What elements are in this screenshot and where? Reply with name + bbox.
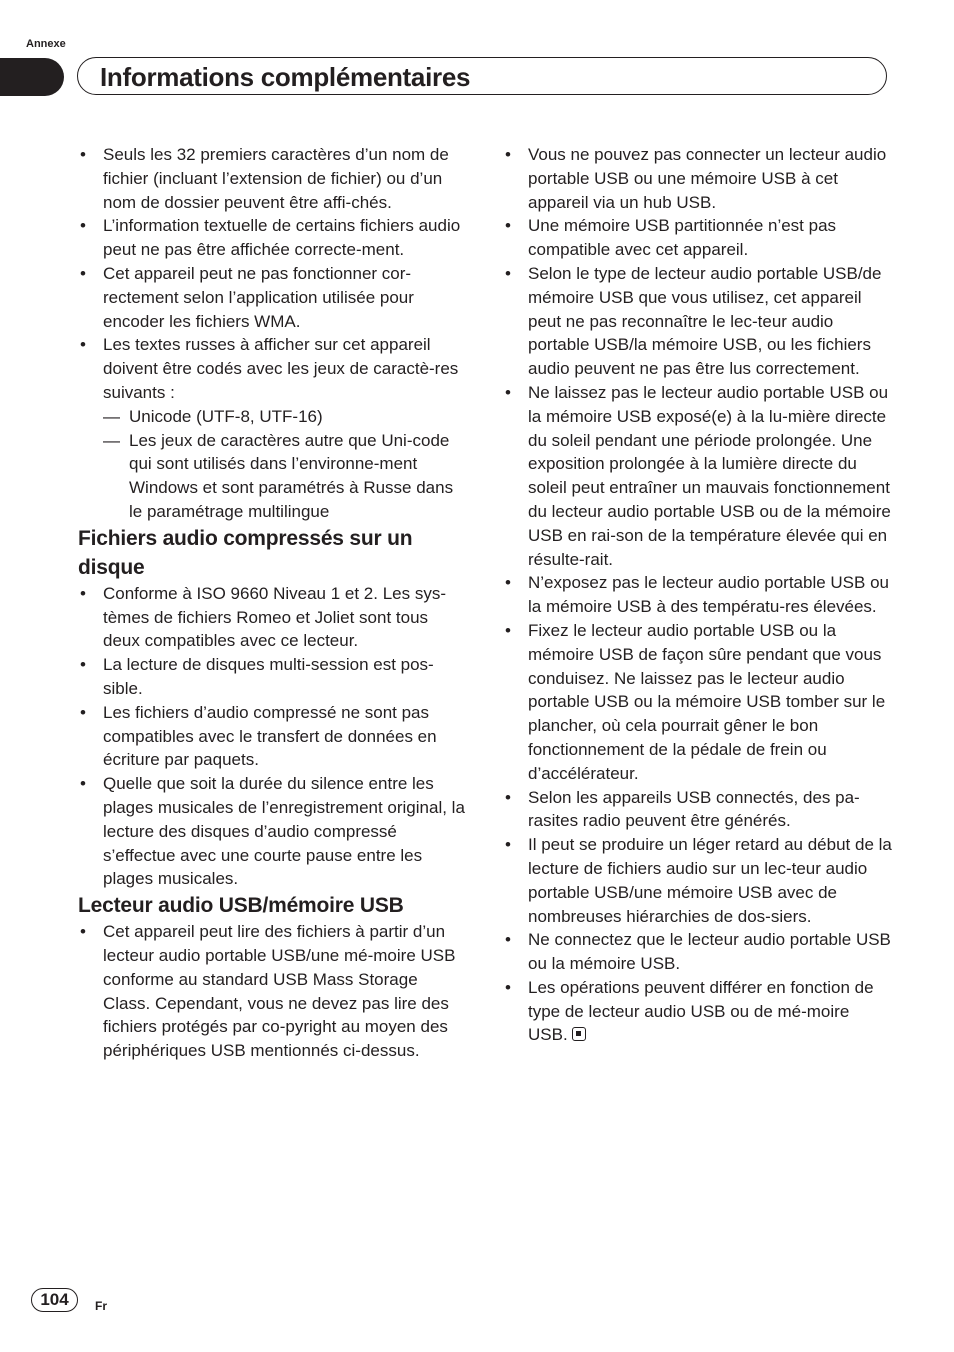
list-item [78,333,468,523]
list-item-text: Les opérations peuvent différer en fonction de type de lecteur audio USB ou de mé-moire USB. [528,977,874,1045]
left-column [78,143,468,1063]
list-item: • Selon les appareils USB connectés, des pa-rasites radio peuvent être générés. [503,786,893,834]
section-heading-compressed: Fichiers audio compressés sur un disque [78,526,413,579]
list-item: • Il peut se produire un léger retard au début de la lecture de fichiers audio sur un lec-teur audio portable USB/une mémoire USB avec de nombreuses hiérarchies de dos-siers. [503,833,893,928]
list-item: • Fixez le lecteur audio portable USB ou la mémoire USB de façon sûre pendant que vous conduisez. Ne laissez pas le lecteur audio portable USB ou la mémoire USB tomber sur le plancher, où cela pourrait gêner le bon fonctionnement de la pédale de frein ou d’accélérateur. [503,619,893,786]
list-item: • N’exposez pas le lecteur audio portable USB ou la mémoire USB à des températu-res élevées. [503,571,893,619]
compressed-list [78,582,468,891]
list-item: • L’information textuelle de certains fichiers audio peut ne pas être affichée correcte-ment. [78,214,468,262]
intro-list [78,143,468,524]
right-column [503,143,893,1047]
list-item: • Vous ne pouvez pas connecter un lecteur audio portable USB ou une mémoire USB à cet appareil via un hub USB. [503,143,893,214]
list-item: • Une mémoire USB partitionnée n’est pas compatible avec cet appareil. [503,214,893,262]
usb-list [78,920,468,1063]
list-item: • Cet appareil peut ne pas fonctionner cor-rectement selon l’application utilisée pour encoder les fichiers WMA. [78,262,468,333]
sub-list-item: — Les jeux de caractères autre que Uni-code qui sont utilisés dans l’environne-ment Windows et sont paramétrés à Russe dans le paramétrage multilingue [103,429,468,524]
end-of-section-icon [572,1027,586,1041]
page-title: Informations complémentaires [100,62,471,92]
sub-list-item: — Unicode (UTF-8, UTF-16) [103,405,468,429]
page-number: 104 [31,1288,78,1312]
section-label: Annexe [26,38,66,50]
list-item-text: Les textes russes à afficher sur cet appareil doivent être codés avec les jeux de caractè-res suivants : [103,335,459,402]
list-item [503,976,893,1047]
list-item: • Cet appareil peut lire des fichiers à partir d’un lecteur audio portable USB/une mé-moire USB conforme au standard USB Mass Storage Class. Cependant, vous ne devez pas lire des fichiers protégés par co-pyright au moyen des périphériques USB mentionnés ci-dessus. [78,920,468,1063]
list-item: • La lecture de disques multi-session est pos-sible. [78,653,468,701]
section-heading-usb: Lecteur audio USB/mémoire USB [78,894,404,918]
list-item: • Quelle que soit la durée du silence entre les plages musicales de l’enregistrement original, la lecture des disques d’audio compressé s’effectue avec une courte pause entre les plages musicales. [78,772,468,891]
list-item: • Ne laissez pas le lecteur audio portable USB ou la mémoire USB exposé(e) à la lu-mière directe du soleil pendant une période prolongée. Une exposition prolongée à la lumière directe du soleil peut entraîner un mauvais fonctionnement du lecteur audio portable USB ou de la mémoire USB en rai-son de la température élevée qui en résulte-rait. [503,381,893,571]
list-item: • Selon le type de lecteur audio portable USB/de mémoire USB que vous utilisez, cet appareil peut ne pas reconnaître le lec-teur audio portable USB/la mémoire USB, ou les fichiers audio peuvent ne pas être lus correctement. [503,262,893,381]
list-item: • Conforme à ISO 9660 Niveau 1 et 2. Les sys-tèmes de fichiers Romeo et Joliet sont tous deux compatibles avec ce lecteur. [78,582,468,653]
language-code: Fr [95,1299,107,1313]
section-tab-marker [0,58,64,96]
list-item: • Les fichiers d’audio compressé ne sont pas compatibles avec le transfert de données en écriture par paquets. [78,701,468,772]
list-item: • Ne connectez que le lecteur audio portable USB ou la mémoire USB. [503,928,893,976]
list-item: • Seuls les 32 premiers caractères d’un nom de fichier (incluant l’extension de fichier) ou d’un nom de dossier peuvent être affi-chés. [78,143,468,214]
charset-sublist [103,405,468,524]
usb-precautions-list [503,143,893,1047]
